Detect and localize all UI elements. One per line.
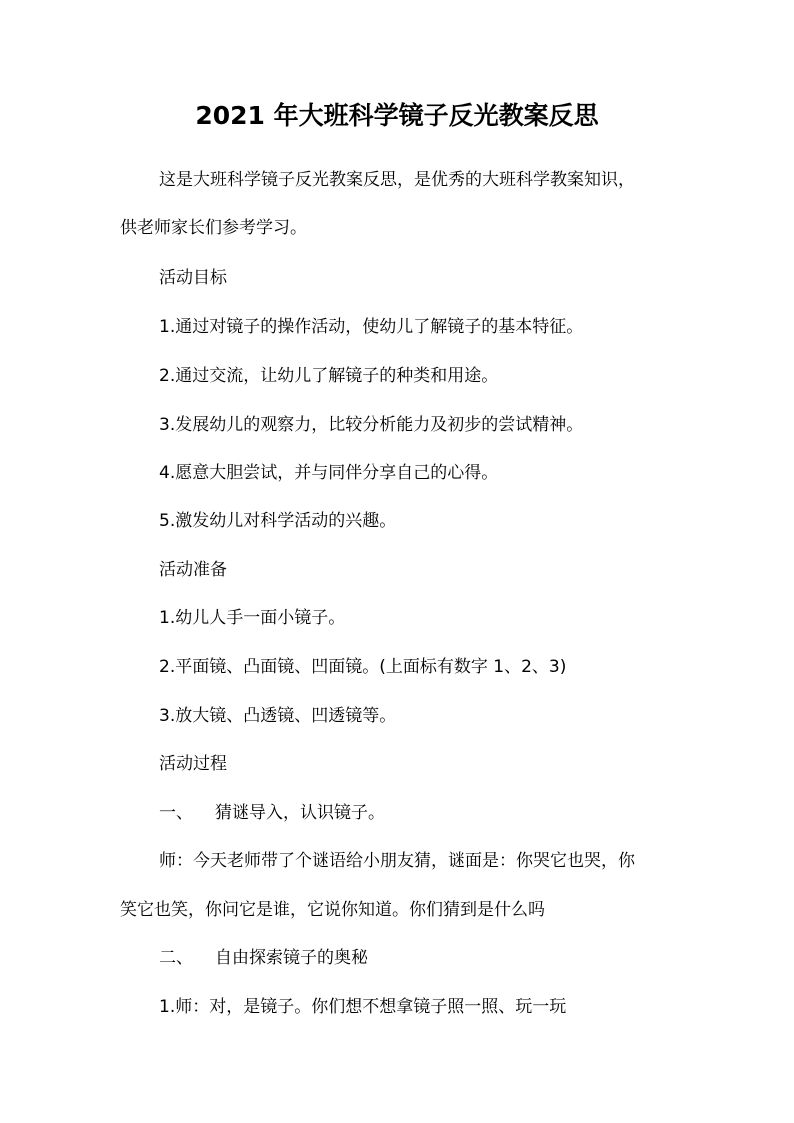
goals-heading: 活动目标	[159, 268, 227, 288]
process-step-1	[159, 800, 385, 826]
step-number: 二、	[159, 948, 193, 968]
goal-item-1: 1.通过对镜子的操作活动，使幼儿了解镜子的基本特征。	[159, 317, 584, 337]
preparation-heading: 活动准备	[159, 560, 227, 580]
step-text: 自由探索镜子的奥秘	[215, 948, 368, 968]
preparation-item-1: 1.幼儿人手一面小镜子。	[159, 608, 346, 628]
intro-line-1: 这是大班科学镜子反光教案反思，是优秀的大班科学教案知识，	[159, 170, 635, 190]
preparation-item-3: 3.放大镜、凸透镜、凹透镜等。	[159, 706, 397, 726]
preparation-item-2: 2.平面镜、凸面镜、凹面镜。(上面标有数字 1、2、3)	[159, 657, 567, 677]
process-heading: 活动过程	[159, 754, 227, 774]
riddle-line-2: 笑它也笑，你问它是谁，它说你知道。你们猜到是什么吗	[120, 900, 545, 920]
goal-item-4: 4.愿意大胆尝试，并与同伴分享自己的心得。	[159, 463, 499, 483]
goal-item-5: 5.激发幼儿对科学活动的兴趣。	[159, 511, 397, 531]
step-number: 一、	[159, 803, 193, 823]
goal-item-2: 2.通过交流，让幼儿了解镜子的种类和用途。	[159, 366, 499, 386]
process-step-2	[159, 945, 368, 971]
goal-item-3: 3.发展幼儿的观察力，比较分析能力及初步的尝试精神。	[159, 415, 584, 435]
process-item-1: 1.师：对，是镜子。你们想不想拿镜子照一照、玩一玩	[159, 997, 567, 1017]
step-text: 猜谜导入，认识镜子。	[215, 803, 385, 823]
document-title: 2021 年大班科学镜子反光教案反思	[195, 101, 599, 130]
intro-line-2: 供老师家长们参考学习。	[120, 218, 307, 238]
riddle-line-1: 师：今天老师带了个谜语给小朋友猜，谜面是：你哭它也哭，你	[159, 851, 635, 871]
